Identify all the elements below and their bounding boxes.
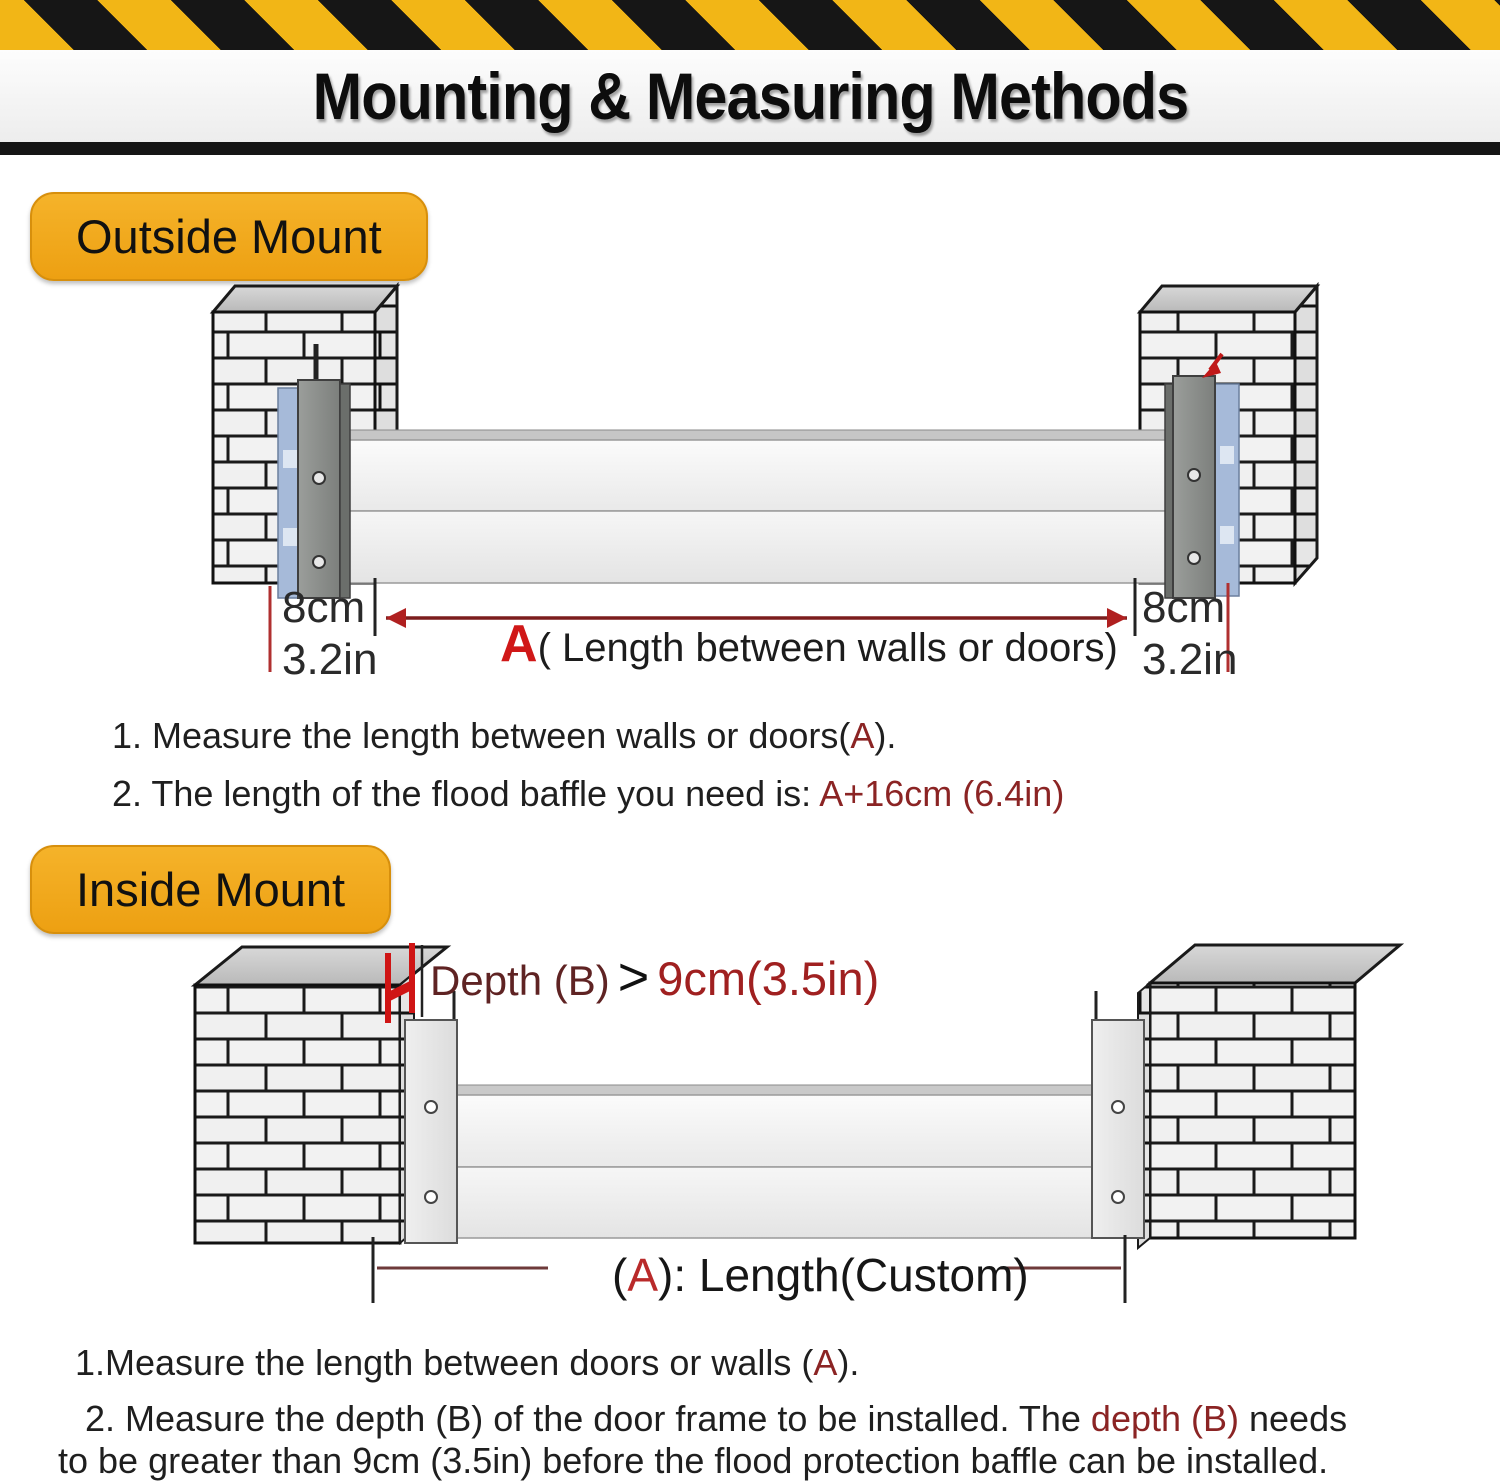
left-offset-cm: 8cm bbox=[282, 583, 366, 632]
inside-step-2-line-2: to be greater than 9cm (3.5in) before the flood protection baffle can be installed. bbox=[58, 1440, 1329, 1481]
outside-step-2: 2. The length of the flood baffle you need is: A+16cm (6.4in) bbox=[112, 773, 1065, 814]
inside-step-1: 1.Measure the length between doors or walls (A). bbox=[75, 1342, 860, 1383]
title-band bbox=[0, 50, 1500, 142]
flood-baffle-panels bbox=[457, 1085, 1092, 1238]
custom-length-label: ( A ): Length(Custom) bbox=[612, 1249, 1029, 1301]
right-mount-channel bbox=[1092, 991, 1144, 1238]
screw bbox=[313, 556, 325, 568]
left-offset-in: 3.2in bbox=[282, 635, 378, 684]
screw bbox=[1188, 552, 1200, 564]
left-mount-channel bbox=[405, 991, 457, 1243]
page-title: Mounting & Measuring Methods bbox=[312, 59, 1188, 133]
screw bbox=[425, 1191, 437, 1203]
outside-step-1: 1. Measure the length between walls or doors(A). bbox=[112, 715, 897, 756]
span-label-a: A bbox=[500, 615, 538, 673]
right-offset-in: 3.2in bbox=[1142, 635, 1238, 684]
screw bbox=[1112, 1101, 1124, 1113]
span-length-label bbox=[500, 614, 1118, 674]
greater-than-sign: > bbox=[617, 947, 650, 1007]
screw bbox=[1112, 1191, 1124, 1203]
screw bbox=[425, 1101, 437, 1113]
span-label-rest: ( Length between walls or doors) bbox=[537, 626, 1118, 670]
right-offset-cm: 8cm bbox=[1142, 583, 1226, 632]
depth-label-text: Depth (B) bbox=[430, 957, 610, 1004]
caution-stripe-banner bbox=[0, 0, 1500, 50]
right-brick-pillar bbox=[1138, 945, 1400, 1248]
outside-mount-label: Outside Mount bbox=[76, 210, 382, 263]
inside-mount-label: Inside Mount bbox=[76, 863, 346, 916]
depth-requirement-label bbox=[430, 946, 879, 1008]
depth-value: 9cm(3.5in) bbox=[657, 952, 880, 1005]
outside-mount-steps bbox=[112, 715, 1065, 834]
flood-baffle-panels bbox=[340, 430, 1193, 583]
screw bbox=[313, 472, 325, 484]
right-mount-channel bbox=[1165, 354, 1239, 598]
inside-mount-badge bbox=[30, 845, 391, 934]
header-divider-bar bbox=[0, 142, 1500, 155]
right-seal-strip bbox=[1215, 384, 1239, 596]
inside-step-2-line-1: 2. Measure the depth (B) of the door frame to be installed. The depth (B) needs bbox=[85, 1398, 1348, 1439]
outside-mount-badge bbox=[30, 192, 428, 281]
arrow-left-icon bbox=[386, 608, 406, 628]
screw bbox=[1188, 469, 1200, 481]
